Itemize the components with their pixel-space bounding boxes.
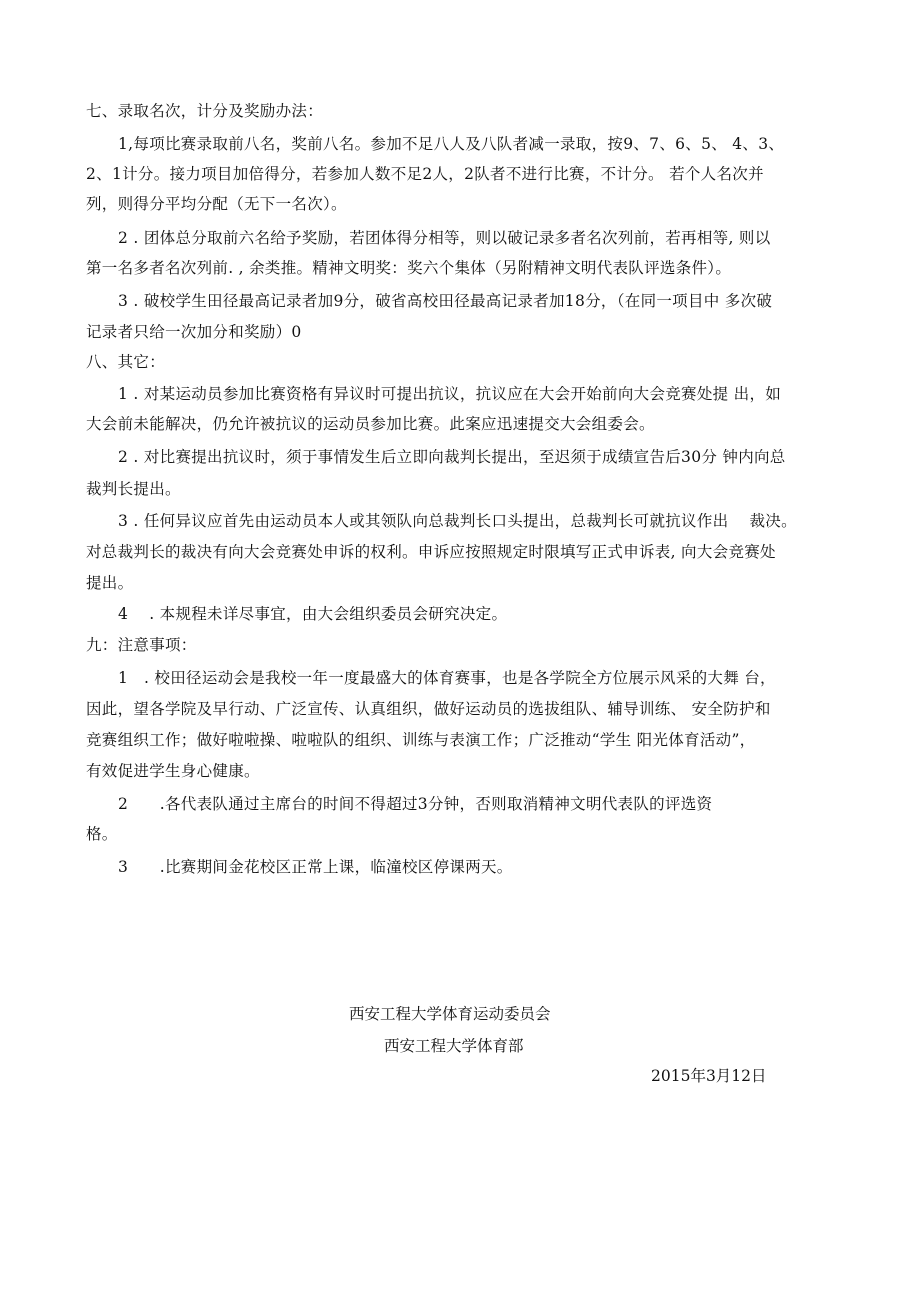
s8-line-2: 大会前未能解决，仍允许被抗议的运动员参加比赛。此案应迅速提交大会组委会。 [86,415,655,433]
s8-line-7: 提出。 [86,574,134,592]
s9-line-1: 1 . 校田径运动会是我校一年一度最盛大的体育赛事，也是各学院全方位展示风采的大舞 台， [118,669,776,687]
s9-line-5: 2 .各代表队通过主席台的时间不得超过3分钟，否则取消精神文明代表队的评选资 [118,795,713,813]
section-7-heading: 七、录取名次，计分及奖励办法： [86,102,324,120]
signature-date: 2015年3月12日 [651,1067,767,1085]
section-9-heading: 九：注意事项： [86,636,197,654]
s8-line-8: 4 . 本规程未详尽事宜，由大会组织委员会研究决定。 [118,605,508,623]
s9-line-6: 格。 [86,825,118,843]
s7-line-4: 2 . 团体总分取前六名给予奖励，若团体得分相等，则以破记录多者名次列前，若再相等, 则以 [118,229,771,247]
s7-line-7: 记录者只给一次加分和奖励）0 [86,323,302,341]
s7-line-5: 第一名多者名次列前. , 余类推。精神文明奖：奖六个集体（另附精神文明代表队评选条件）。 [86,259,732,277]
s9-line-3: 竞赛组织工作；做好啦啦操、啦啦队的组织、训练与表演工作；广泛推动“学生 阳光体育活动”， [86,731,756,749]
s9-line-2: 因此，望各学院及早行动、广泛宣传、认真组织，做好运动员的选拔组队、辅导训练、 安全防护和 [86,700,771,718]
signature-org-2: 西安工程大学体育部 [384,1037,524,1055]
s8-line-5: 3 . 任何异议应首先由运动员本人或其领队向总裁判长口头提出，总裁判长可就抗议作出 裁决。 [118,512,797,530]
section-8-heading: 八、其它： [86,353,166,371]
s8-line-1: 1 . 对某运动员参加比赛资格有异议时可提出抗议，抗议应在大会开始前向大会竞赛处提 出，如 [118,385,782,403]
s7-line-3: 列，则得分平均分配（无下一名次）。 [86,195,347,213]
s9-line-7: 3 .比赛期间金花校区正常上课，临潼校区停课两天。 [118,858,513,876]
s7-line-2: 2、1计分。接力项目加倍得分，若参加人数不足2人，2队者不进行比赛，不计分。 若个人名次并 [86,165,764,183]
signature-org-1: 西安工程大学体育运动委员会 [349,1005,551,1023]
s8-line-6: 对总裁判长的裁决有向大会竞赛处申诉的权利。申诉应按照规定时限填写正式申诉表, 向大会竞赛处 [86,543,776,561]
s8-line-3: 2 . 对比赛提出抗议时，须于事情发生后立即向裁判长提出，至迟须于成绩宣告后30分 钟内向总 [118,448,786,466]
s9-line-4: 有效促进学生身心健康。 [86,762,260,780]
s8-line-4: 裁判长提出。 [86,480,181,498]
s7-line-6: 3 . 破校学生田径最高记录者加9分，破省高校田径最高记录者加18分，（在同一项目中 多次破 [118,292,773,310]
s7-line-1: 1,每项比赛录取前八名，奖前八名。参加不足八人及八队者减一录取，按9、7、6、5、 4、3、 [118,135,785,153]
